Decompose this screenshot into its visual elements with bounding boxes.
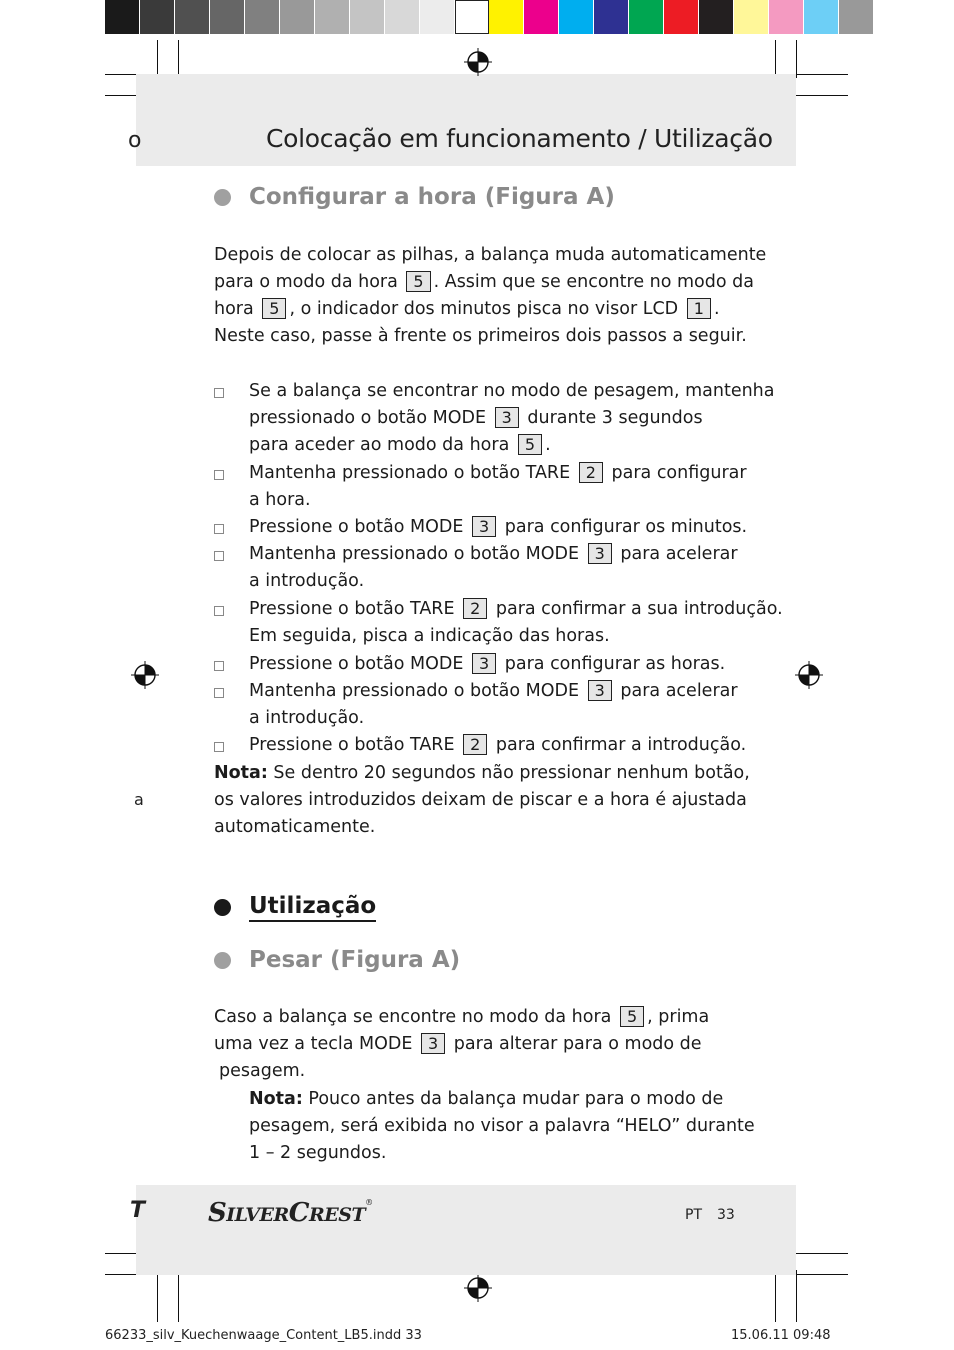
text: Neste caso, passe à frente os primeiros dois passos a seguir.: [214, 326, 747, 346]
color-calibration-bar: [105, 0, 874, 35]
color-swatch: [175, 0, 210, 34]
footer-language: PT: [685, 1207, 702, 1223]
color-swatch: [455, 0, 489, 34]
left-edge-fragment: a: [134, 790, 144, 809]
reference-number-box: 5: [620, 1006, 644, 1027]
crop-mark: [775, 40, 776, 78]
text: .: [545, 435, 551, 455]
color-swatch: [420, 0, 455, 34]
note-line: [214, 762, 750, 784]
reference-number-box: 3: [421, 1033, 445, 1054]
color-swatch: [559, 0, 594, 34]
text: pressionado o botão MODE: [249, 408, 487, 428]
registration-mark-icon: [464, 48, 492, 76]
color-swatch: [280, 0, 315, 34]
reference-number-box: 2: [463, 734, 487, 755]
text: Se a balança se encontrar no modo de pesagem, mantenha: [249, 381, 775, 401]
text: a hora.: [249, 490, 311, 510]
crop-mark: [178, 1270, 179, 1322]
step-line: [249, 380, 775, 402]
checkbox-bullet-icon: [214, 470, 224, 480]
note-line: [214, 816, 375, 838]
registration-mark-icon: [795, 661, 823, 689]
reference-number-box: 5: [262, 298, 286, 319]
text: para acelerar: [620, 681, 738, 701]
text: Depois de colocar as pilhas, a balança muda automaticamente: [214, 245, 767, 265]
heading-bullet-icon: [214, 952, 231, 969]
section-heading-utilizacao: [214, 893, 376, 922]
text: , prima: [647, 1007, 710, 1027]
checkbox-bullet-icon: [214, 388, 224, 398]
intro-line: [214, 244, 766, 266]
note-line: [249, 1142, 386, 1164]
step-line: [249, 680, 738, 702]
text: Mantenha pressionado o botão MODE: [249, 681, 580, 701]
reference-number-box: 3: [472, 653, 496, 674]
text: para configurar as horas.: [504, 654, 726, 674]
step-line: [249, 434, 551, 456]
section-heading-configurar: [214, 184, 615, 210]
color-swatch: [804, 0, 839, 34]
color-swatch: [699, 0, 734, 34]
color-swatch: [245, 0, 280, 34]
registration-mark-icon: [131, 661, 159, 689]
step-line: [249, 570, 364, 592]
text: 1 – 2 segundos.: [249, 1143, 387, 1163]
header-edge-fragment: o: [128, 128, 142, 153]
text: para confirmar a sua introdução.: [495, 599, 783, 619]
slug-filename: 66233_silv_Kuechenwaage_Content_LB5.indd 33: [105, 1328, 422, 1343]
footer-edge-fragment: T: [130, 1198, 146, 1223]
note-line: [249, 1088, 723, 1110]
checkbox-bullet-icon: [214, 742, 224, 752]
logo-letters: REST: [309, 1204, 366, 1226]
registration-mark-icon: [464, 1274, 492, 1302]
text: Pressione o botão TARE: [249, 599, 455, 619]
text: os valores introduzidos deixam de piscar e a hora é ajustada: [214, 790, 747, 810]
heading-bullet-icon: [214, 189, 231, 206]
text: para alterar para o modo de: [453, 1034, 702, 1054]
text: durante 3 segundos: [527, 408, 703, 428]
reference-number-box: 5: [406, 271, 430, 292]
text: para aceder ao modo da hora: [249, 435, 510, 455]
text: hora: [214, 299, 254, 319]
crop-mark: [796, 1270, 797, 1322]
checkbox-bullet-icon: [214, 661, 224, 671]
body-line: [219, 1060, 305, 1082]
intro-line: [214, 298, 720, 320]
text: . Assim que se encontre no modo da: [433, 272, 754, 292]
note-line: [214, 789, 747, 811]
text: Pressione o botão TARE: [249, 735, 455, 755]
crop-mark: [178, 40, 179, 78]
crop-mark: [792, 95, 848, 96]
note-label: Nota:: [249, 1089, 303, 1109]
intro-line: [214, 325, 747, 347]
crop-mark: [157, 1270, 158, 1322]
step-line: [249, 543, 738, 565]
section-heading-text: Pesar (Figura A): [249, 947, 461, 973]
step-line: [249, 653, 725, 675]
text: Pouco antes da balança mudar para o modo de: [308, 1089, 724, 1109]
text: Mantenha pressionado o botão MODE: [249, 544, 580, 564]
crop-mark: [775, 1270, 776, 1322]
body-line: [214, 1006, 709, 1028]
text: Pressione o botão MODE: [249, 654, 464, 674]
text: Caso a balança se encontre no modo da hora: [214, 1007, 612, 1027]
color-swatch: [385, 0, 420, 34]
reference-number-box: 3: [472, 516, 496, 537]
color-swatch: [140, 0, 175, 34]
reference-number-box: 3: [495, 407, 519, 428]
text: , o indicador dos minutos pisca no visor LCD: [289, 299, 679, 319]
text: a introdução.: [249, 571, 365, 591]
text: Se dentro 20 segundos não pressionar nenhum botão,: [273, 763, 750, 783]
color-swatch: [524, 0, 559, 34]
reference-number-box: 5: [518, 434, 542, 455]
crop-mark: [792, 1274, 848, 1275]
checkbox-bullet-icon: [214, 606, 224, 616]
step-line: [249, 707, 364, 729]
checkbox-bullet-icon: [214, 688, 224, 698]
slug-datetime: 15.06.11 09:48: [731, 1328, 831, 1343]
color-swatch: [489, 0, 524, 34]
reference-number-box: 3: [588, 680, 612, 701]
text: para configurar: [611, 463, 747, 483]
step-line: [249, 462, 747, 484]
color-swatch: [664, 0, 699, 34]
reference-number-box: 3: [588, 543, 612, 564]
crop-mark: [796, 40, 797, 78]
logo-letter: S: [208, 1198, 227, 1228]
text: para configurar os minutos.: [504, 517, 748, 537]
logo-registered-mark: ®: [365, 1198, 373, 1207]
color-swatch: [210, 0, 245, 34]
step-line: [249, 598, 783, 620]
checkbox-bullet-icon: [214, 551, 224, 561]
color-swatch: [769, 0, 804, 34]
logo-letters: ILVER: [226, 1204, 289, 1226]
section-heading-text: Configurar a hora (Figura A): [249, 184, 615, 210]
color-swatch: [734, 0, 769, 34]
crop-mark: [792, 1253, 848, 1254]
section-heading-pesar: [214, 947, 460, 973]
color-swatch: [315, 0, 350, 34]
page-title: Colocação em funcionamento / Utilização: [266, 124, 773, 153]
step-line: [249, 489, 311, 511]
step-line: [249, 516, 747, 538]
text: pesagem, será exibida no visor a palavra “HELO” durante: [249, 1116, 755, 1136]
color-swatch: [105, 0, 140, 34]
note-line: [249, 1115, 755, 1137]
color-swatch: [839, 0, 874, 34]
reference-number-box: 1: [687, 298, 711, 319]
text: uma vez a tecla MODE: [214, 1034, 413, 1054]
note-label: Nota:: [214, 763, 268, 783]
step-line: [249, 625, 610, 647]
checkbox-bullet-icon: [214, 524, 224, 534]
reference-number-box: 2: [463, 598, 487, 619]
footer-page-number: 33: [717, 1207, 735, 1223]
body-line: [214, 1033, 702, 1055]
text: Mantenha pressionado o botão TARE: [249, 463, 571, 483]
color-swatch: [594, 0, 629, 34]
logo-letter: C: [288, 1198, 309, 1228]
text: para o modo da hora: [214, 272, 398, 292]
section-heading-text: Utilização: [249, 893, 376, 922]
text: pesagem.: [219, 1061, 306, 1081]
color-swatch: [629, 0, 664, 34]
step-line: [249, 407, 703, 429]
text: Em seguida, pisca a indicação das horas.: [249, 626, 610, 646]
text: a introdução.: [249, 708, 365, 728]
crop-mark: [792, 74, 848, 75]
text: para confirmar a introdução.: [495, 735, 747, 755]
text: Pressione o botão MODE: [249, 517, 464, 537]
heading-bullet-icon: [214, 899, 231, 916]
intro-line: [214, 271, 754, 293]
silvercrest-logo: [208, 1198, 373, 1228]
text: automaticamente.: [214, 817, 376, 837]
color-swatch: [350, 0, 385, 34]
text: para acelerar: [620, 544, 738, 564]
text: .: [713, 299, 720, 319]
reference-number-box: 2: [579, 462, 603, 483]
crop-mark: [157, 40, 158, 78]
step-line: [249, 734, 746, 756]
